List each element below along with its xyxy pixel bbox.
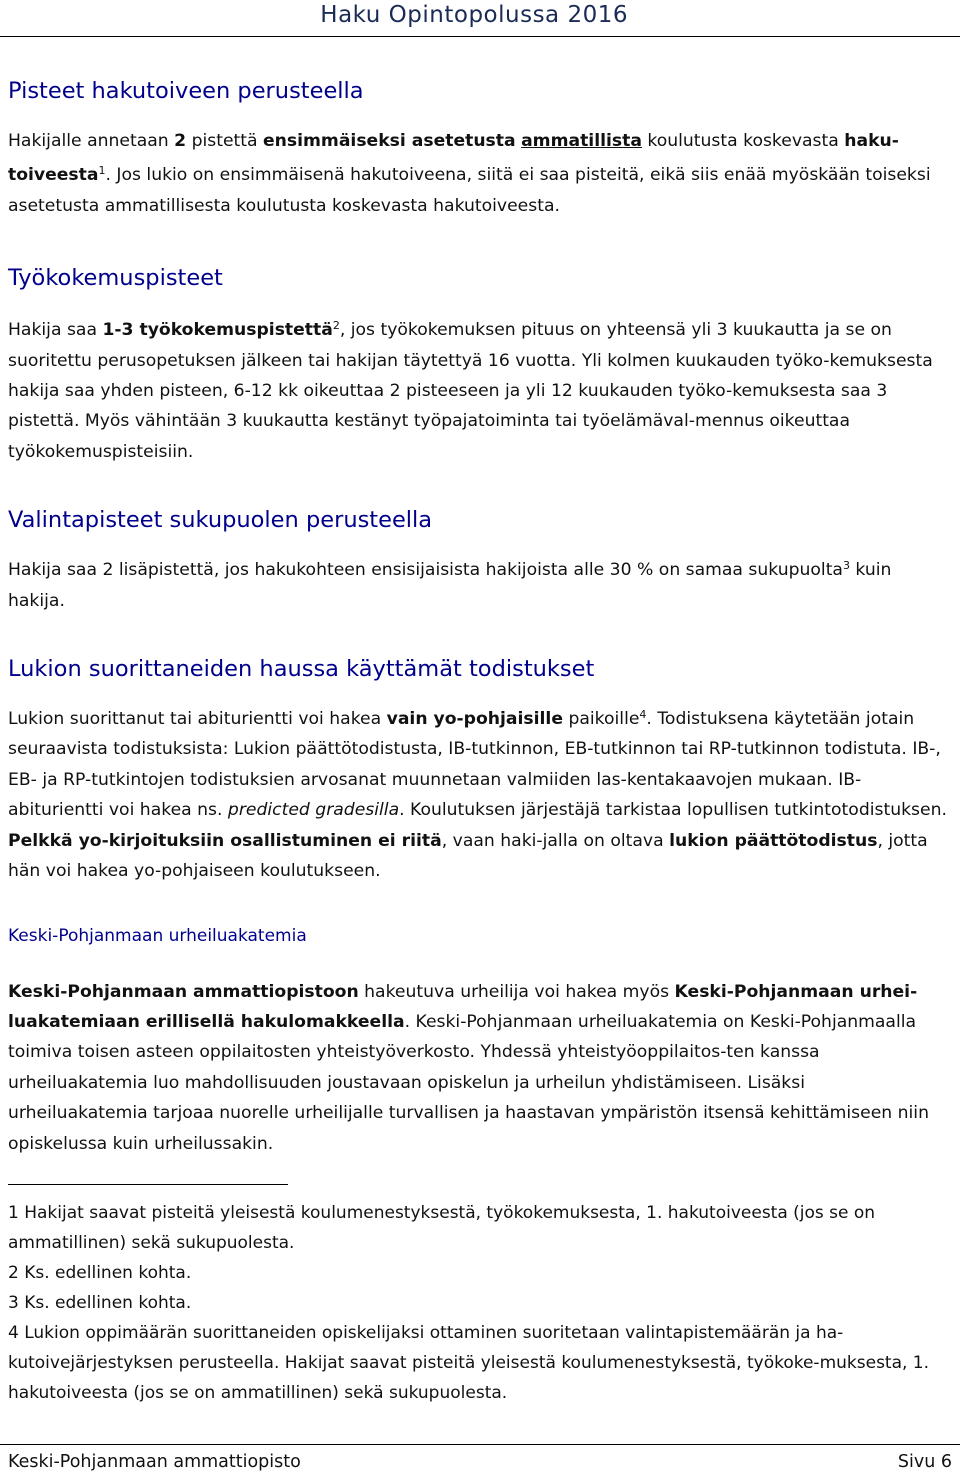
text: . Jos lukio on ensimmäisenä hakutoiveena, siitä ei saa pisteitä, eikä siis enää myöskään toiseksi asetetusta ammatillisesta koulutusta koskevasta hakutoiveesta. — [8, 165, 931, 216]
paragraph-urheiluakatemia — [8, 977, 948, 1159]
main-content — [8, 74, 948, 1159]
text: pistettä — [186, 131, 263, 151]
footer-divider — [0, 1444, 960, 1445]
text-bold: Pelkkä yo-kirjoituksiin osallistuminen ei riitä — [8, 830, 442, 851]
footer-organization: Keski-Pohjanmaan ammattiopisto — [8, 1452, 301, 1472]
text: hakeutuva urheilija voi hakea myös — [358, 981, 675, 1002]
footnote — [8, 1258, 948, 1288]
section-heading-lukio: Lukion suorittaneiden haussa käyttämät todistukset — [8, 656, 595, 683]
text-bold: Keski-Pohjanmaan urhei-luakatemiaan erillisellä hakulomakkeella — [8, 981, 918, 1032]
footnote-ref: 3 — [842, 559, 850, 573]
footnote-text: Ks. edellinen kohta. — [18, 1263, 192, 1283]
page-header-title: Haku Opintopolussa 2016 — [320, 2, 628, 28]
header-divider — [0, 36, 960, 37]
text: Hakija saa 2 lisäpistettä, jos hakukohteen ensisijaisista hakijoista alle 30 % on samaa sukupuolta — [8, 560, 843, 581]
text: Hakija saa — [8, 320, 103, 341]
footnote-number: 4 — [8, 1323, 19, 1343]
footnote-ref: 2 — [332, 319, 340, 333]
footnote-text: Ks. edellinen kohta. — [18, 1293, 192, 1313]
text: Hakijalle annetaan — [8, 131, 175, 151]
text: . Todistuksena käytetään jotain seuraavista todistuksista: Lukion päättötodistusta, IB-tutkinnon, EB-tutkinnon tai RP-tutkinnon todistuta. IB-, EB- ja RP-tutkintojen todistuksien arvosanat muunnetaan valmiiden las-kentakaavojen mukaan. IB-abiturientti voi hakea ns. — [8, 709, 941, 821]
text: kuin hakija. — [8, 560, 892, 611]
footnote — [8, 1198, 948, 1258]
footnotes — [8, 1198, 948, 1408]
text-bold: vain yo-pohjaisille — [386, 709, 563, 730]
paragraph-hakutoive — [8, 126, 948, 221]
footnote-ref: 1 — [98, 164, 106, 178]
footnote-number: 2 — [8, 1263, 19, 1283]
paragraph-sukupuoli — [8, 551, 948, 616]
footnote-ref: 4 — [639, 708, 647, 722]
text-bold: haku-toiveesta — [8, 131, 899, 186]
text-italic: predicted gradesilla — [227, 800, 400, 821]
footnote-number: 1 — [8, 1203, 19, 1223]
paragraph-tyokokemus — [8, 311, 948, 467]
footnote-number: 3 — [8, 1293, 19, 1313]
section-heading-tyokokemus: Työkokemuspisteet — [8, 265, 223, 292]
text-bold: Keski-Pohjanmaan ammattiopistoon — [8, 981, 359, 1002]
text: koulutusta koskevasta — [641, 131, 845, 151]
section-heading-hakutoive: Pisteet hakutoiveen perusteella — [8, 78, 364, 104]
text: Lukion suorittanut tai abiturientti voi hakea — [8, 709, 387, 730]
paragraph-lukio — [8, 700, 948, 886]
text-bold: 2 — [174, 131, 187, 151]
footnote-text: Lukion oppimäärän suorittaneiden opiskelijaksi ottaminen suoritetaan valintapistemäärän ja ha-kutoivejärjestyksen perusteella. Hakijat saavat pisteitä yleisestä koulumenestyksestä, työkoke-muksesta, 1. hakutoiveesta (jos se on ammatillinen) sekä sukupuolesta. — [8, 1323, 930, 1403]
footnote — [8, 1318, 948, 1408]
text-bold: 1-3 työkokemuspistettä — [102, 320, 333, 341]
text: . Koulutuksen järjestäjä tarkistaa lopullisen tutkintotodistuksen. — [399, 800, 947, 821]
footnote — [8, 1288, 948, 1318]
footnote-divider — [8, 1184, 288, 1185]
footer-page-number: Sivu 6 — [897, 1452, 952, 1472]
text-bold: ensimmäiseksi asetetusta — [263, 131, 516, 151]
text-bold: lukion päättötodistus — [669, 830, 878, 851]
text: , vaan haki-jalla on oltava — [441, 830, 670, 851]
text: paikoille — [562, 709, 640, 730]
text-bold-underline: ammatillista — [521, 131, 642, 151]
section-heading-urheiluakatemia: Keski-Pohjanmaan urheiluakatemia — [8, 925, 307, 946]
text: , jotta hän voi hakea yo-pohjaiseen koulutukseen. — [8, 830, 928, 882]
footnote-text: Hakijat saavat pisteitä yleisestä koulumenestyksestä, työkokemuksesta, 1. hakutoiveesta (jos se on ammatillinen) sekä sukupuolesta. — [8, 1203, 876, 1253]
section-heading-sukupuoli: Valintapisteet sukupuolen perusteella — [8, 507, 433, 534]
text: . Keski-Pohjanmaan urheiluakatemia on Keski-Pohjanmaalla toimiva toisen asteen oppilaitosten yhteistyöverkosto. Yhdessä yhteistyöoppilaitos-ten kanssa urheiluakatemia luo mahdollisuuden joustavaan opiskelun ja urheilun yhdistämiseen. Lisäksi urheiluakatemia tarjoaa nuorelle urheilijalle turvallisen ja haastavan ympäristön itsensä kehittämiseen niin opiskelussa kuin urheilussakin. — [8, 1011, 929, 1154]
text: , jos työkokemuksen pituus on yhteensä yli 3 kuukautta ja se on suoritettu perusopetuksen jälkeen tai hakijan täytettyä 16 vuotta. Yli kolmen kuukauden työko-kemuksesta hakija saa yhden pisteen, 6-12 kk oikeuttaa 2 pisteeseen ja yli 12 kuukauden työko-kemuksesta saa 3 pistettä. Myös vähintään 3 kuukautta kestänyt työpajatoiminta tai työelämäval-mennus oikeuttaa työkokemuspisteisiin. — [8, 320, 933, 462]
